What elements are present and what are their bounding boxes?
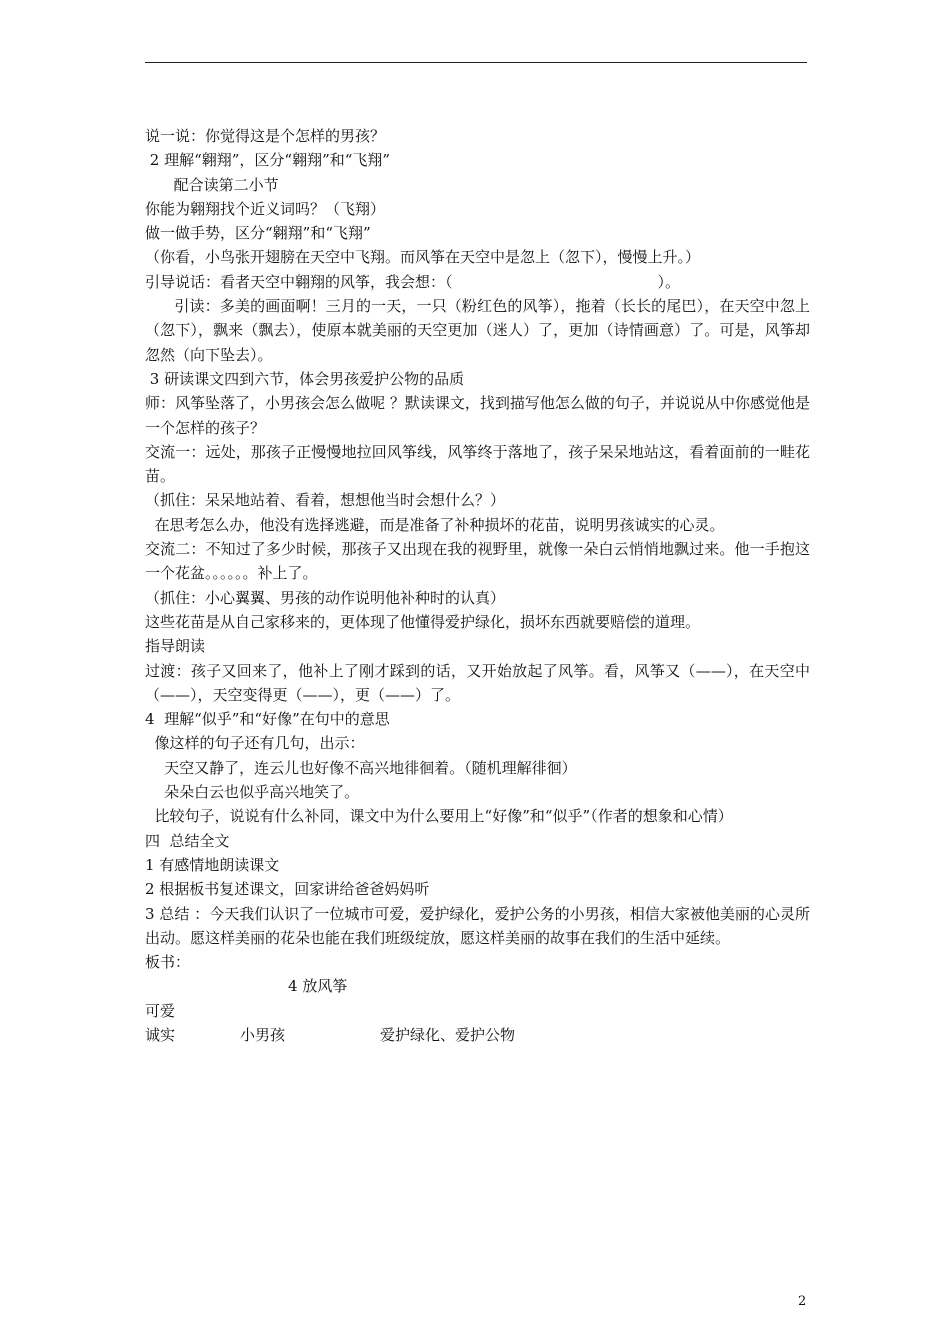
text-line: 2 根据板书复述课文，回家讲给爸爸妈妈听: [145, 880, 430, 899]
text-line: 配合读第二小节: [145, 175, 279, 194]
text-line: 板书：: [145, 953, 191, 972]
text-line: （你看，小鸟张开翅膀在天空中飞翔。而风筝在天空中是忽上（忽下），慢慢上升。）: [145, 248, 701, 267]
text-paragraph: 师：风筝坠落了，小男孩会怎么做呢 ？默读课文，找到描写他怎么做的句子，并说说从中你感觉他是一个怎样的孩子？: [145, 394, 810, 437]
text-line: 朵朵白云也似乎高兴地笑了。: [145, 783, 360, 802]
text-line: 说一说：你觉得这是个怎样的男孩？: [145, 127, 386, 145]
document-body: [145, 124, 810, 1047]
page-number: 2: [798, 1294, 807, 1309]
board-item: 诚实: [145, 1025, 176, 1044]
text-line: 指导朗读: [145, 637, 206, 656]
text-line: 天空又静了，连云儿也好像不高兴地徘徊着。（随机理解徘徊）: [145, 758, 577, 777]
text-line: 1 有感情地朗读课文: [145, 855, 280, 874]
text-paragraph: 引读：多美的画面啊！三月的一天，一只（粉红色的风筝），拖着（长长的尾巴），在天空中忽上（忽下），飘来（飘去），使原本就美丽的天空更加（迷人）了，更加（诗情画意）了。可是，风筝却忽然（向下坠去）。: [145, 297, 810, 364]
text-line: 4 理解“似乎”和“好像”在句中的意思: [145, 710, 390, 729]
text-line: （抓住：小心翼翼、男孩的动作说明他补种时的认真）: [145, 588, 506, 607]
text-line: 做一做手势，区分“翱翔”和“飞翔”: [145, 224, 371, 243]
text-line: 在思考怎么办，他没有选择逃避，而是准备了补种损坏的花苗，说明男孩诚实的心灵。: [145, 515, 725, 534]
text-paragraph: 3 总结 ：今天我们认识了一位城市可爱，爱护绿化，爱护公务的小男孩，相信大家被他美丽的心灵所出动。愿这样美丽的花朵也能在我们班级绽放，愿这样美丽的故事在我们的生活中延续。: [145, 904, 810, 947]
board-item: 可爱: [145, 1001, 176, 1020]
board-row: [145, 1023, 810, 1047]
text-line: 3 研读课文四到六节，体会男孩爱护公物的品质: [145, 369, 465, 388]
text-line: 2 理解“翱翔”，区分“翱翔”和“飞翔”: [145, 151, 391, 170]
text-paragraph: 交流二：不知过了多少时候，那孩子又出现在我的视野里，就像一朵白云悄悄地飘过来。他一手抱这一个花盆。。。。。。补上了。: [145, 540, 810, 583]
board-title: 4 放风筝: [145, 977, 348, 996]
text-paragraph: 比较句子，说说有什么补同，课文中为什么要用上“好像”和“似乎”（作者的想象和心情）: [145, 807, 733, 826]
board-item: 爱护绿化、爱护公物: [380, 1025, 516, 1044]
text-line: 这些花苗是从自己家移来的，更体现了他懂得爱护绿化，损坏东西就要赔偿的道理。: [145, 612, 701, 631]
section-heading: 四 总结全文: [145, 831, 230, 850]
text-paragraph: 交流一：远处，那孩子正慢慢地拉回风筝线，风筝终于落地了，孩子呆呆地站这，看着面前的一畦花苗。: [145, 442, 810, 486]
text-line: 你能为翱翔找个近义词吗？（飞翔）: [145, 199, 386, 218]
text-line: 像这样的句子还有几句，出示：: [145, 734, 365, 753]
text-line: （抓住：呆呆地站着、看着，想想他当时会想什么？）: [145, 491, 506, 510]
header-rule: [145, 62, 807, 63]
text-paragraph: 过渡：孩子又回来了，他补上了刚才踩到的话，又开始放起了风筝。看，风筝又（——），在天空中（——），天空变得更（——），更（——）了。: [145, 661, 810, 704]
board-item: 小男孩: [240, 1025, 286, 1044]
text-line: 引导说话：看者天空中翱翔的风筝，我会想：（ ）。: [145, 272, 681, 291]
